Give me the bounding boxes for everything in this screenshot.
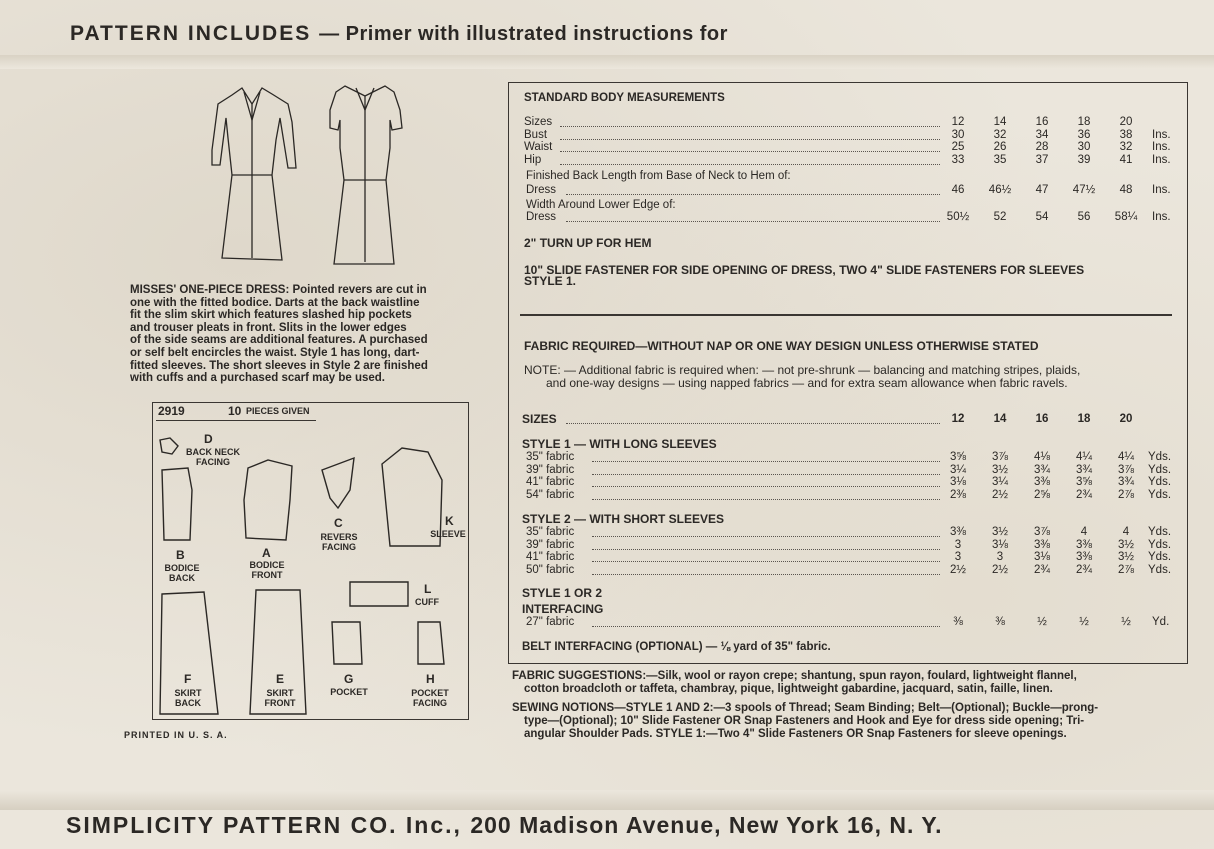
row-value: 35	[993, 153, 1007, 166]
row-value: 3⅝	[950, 451, 966, 463]
piece-letter-e: E	[276, 672, 285, 686]
row-value: 3⅜	[1034, 538, 1050, 551]
row-value: 4¼	[1118, 451, 1134, 463]
row-unit: Yds.	[1148, 563, 1172, 576]
row-value: 38	[1119, 128, 1133, 141]
row-value: 3	[996, 551, 1004, 563]
row-unit: Yds.	[1148, 463, 1172, 476]
pieces-count-label: PIECES GIVEN	[246, 406, 310, 416]
publisher-footer	[66, 812, 943, 839]
row-value: 3⅛	[1034, 551, 1050, 563]
row-label: 50" fabric	[526, 563, 575, 576]
row-value: 2¾	[1076, 488, 1092, 501]
section-divider	[520, 314, 1172, 316]
dot-leader	[560, 126, 940, 127]
interfacing-title-1: STYLE 1 OR 2	[522, 586, 603, 600]
row-label: 39" fabric	[526, 538, 575, 551]
row-value: 3⅛	[992, 538, 1008, 551]
row-label: 41" fabric	[526, 476, 575, 488]
row-label: 35" fabric	[526, 451, 575, 463]
description-line: fit the slim skirt which features slashed hip pockets	[130, 309, 412, 322]
printed-in-usa: PRINTED IN U. S. A.	[124, 730, 228, 740]
row-value: 3⅜	[950, 526, 966, 538]
row-unit: Yds.	[1148, 551, 1172, 563]
description-line: and trouser pleats in front. Slits in the lower edges	[130, 321, 407, 334]
dot-leader	[592, 461, 940, 462]
row-value: 14	[993, 116, 1007, 128]
description-line: one with the fitted bodice. Darts at the back waistline	[130, 296, 420, 309]
row-value: 2⅞	[1118, 563, 1134, 576]
dot-leader	[560, 139, 940, 140]
fabric-note-2: and one-way designs — using napped fabrics — and for extra seam allowance when fabric ravels.	[546, 376, 1068, 390]
row-value: 39	[1077, 153, 1091, 166]
piece-letter-b: B	[176, 548, 185, 562]
fabric-size-header: 18	[1077, 413, 1091, 425]
row-unit: Ins.	[1152, 184, 1171, 196]
interfacing-title-2: INTERFACING	[522, 602, 604, 616]
row-value: 3⅛	[950, 476, 966, 488]
row-value: 48	[1119, 184, 1133, 196]
row-value: ⅜	[953, 616, 963, 628]
row-value: ½	[1079, 616, 1089, 628]
piece-letter-k: K	[445, 514, 454, 528]
row-value: 28	[1035, 141, 1049, 153]
header-lead: PATTERN INCLUDES	[70, 22, 312, 45]
description-line: fitted sleeves. The short sleeves in Style 2 are finished	[130, 359, 428, 372]
piece-letter-g: G	[344, 672, 354, 686]
dot-leader	[560, 151, 940, 152]
fabric-size-header: 20	[1119, 413, 1133, 425]
row-value: 26	[993, 141, 1007, 153]
row-value: 58¼	[1114, 211, 1138, 223]
row-value: 3	[954, 538, 962, 551]
hem-note: 2" TURN UP FOR HEM	[524, 236, 652, 250]
row-value: 54	[1035, 211, 1049, 223]
row-value: 2⅜	[950, 488, 966, 501]
piece-letter-l: L	[424, 582, 432, 596]
row-value: 20	[1119, 116, 1133, 128]
row-unit: Yds.	[1148, 538, 1172, 551]
row-value: 32	[1119, 141, 1133, 153]
sewing-notions-3: angular Shoulder Pads. STYLE 1:—Two 4" Slide Fasteners OR Snap Fasteners for sleeve openings.	[524, 728, 1067, 740]
row-value: 3½	[992, 526, 1008, 538]
row-value: 33	[951, 153, 965, 166]
row-unit: Yds.	[1148, 526, 1172, 538]
row-value: 16	[1035, 116, 1049, 128]
row-unit: Ins.	[1152, 153, 1171, 166]
row-unit: Yds.	[1148, 476, 1172, 488]
row-label: Hip	[524, 153, 542, 166]
dot-leader	[592, 549, 940, 550]
footer-address: 200 Madison Avenue, New York 16, N. Y.	[470, 812, 943, 838]
row-value: 47	[1035, 184, 1049, 196]
footer-company: SIMPLICITY PATTERN CO. Inc.,	[66, 812, 462, 838]
description-line: or self belt encircles the waist. Style 1 has long, dart-	[130, 346, 420, 359]
row-value: 3¼	[950, 463, 966, 476]
row-value: 2⅞	[1118, 488, 1134, 501]
piece-label-pocket-facing: POCKET FACING	[411, 688, 449, 708]
row-value: 3⅞	[1118, 463, 1134, 476]
dot-leader	[592, 574, 940, 575]
row-value: 3⅜	[1076, 538, 1092, 551]
fabric-size-header: 12	[951, 413, 965, 425]
row-value: 30	[1077, 141, 1091, 153]
piece-letter-d: D	[204, 432, 213, 446]
fastener-note: 10" SLIDE FASTENER FOR SIDE OPENING OF DRESS, TWO 4" SLIDE FASTENERS FOR SLEEVES	[524, 263, 1085, 277]
fabric-size-header: 14	[993, 413, 1007, 425]
width-heading: Width Around Lower Edge of:	[526, 199, 676, 211]
fabric-suggestions-1: FABRIC SUGGESTIONS:—Silk, wool or rayon crepe; shantung, spun rayon, foulard, lightweight flannel,	[512, 670, 1077, 682]
piece-letter-a: A	[262, 546, 271, 560]
row-unit: Ins.	[1152, 211, 1171, 223]
row-value: ⅜	[995, 616, 1005, 628]
row-value: 4⅛	[1034, 451, 1050, 463]
dot-leader	[592, 536, 940, 537]
dot-leader	[592, 561, 940, 562]
piece-letter-f: F	[184, 672, 192, 686]
row-value: 34	[1035, 128, 1049, 141]
row-label: 41" fabric	[526, 551, 575, 563]
row-value: 47½	[1072, 184, 1096, 196]
row-value: 52	[993, 211, 1007, 223]
row-value: 3¾	[1076, 463, 1092, 476]
row-unit: Ins.	[1152, 128, 1171, 141]
row-label: 27" fabric	[526, 616, 575, 628]
sewing-notions-2: type—(Optional); 10" Slide Fastener OR Snap Fasteners and Hook and Eye for dress side opening; Tri-	[524, 715, 1085, 727]
row-label: 35" fabric	[526, 526, 575, 538]
back-length-heading: Finished Back Length from Base of Neck to Hem of:	[526, 170, 791, 182]
row-label: Bust	[524, 128, 548, 141]
row-label: 54" fabric	[526, 488, 575, 501]
dot-leader	[566, 423, 940, 424]
sizes-label: SIZES	[522, 412, 557, 426]
row-value: 56	[1077, 211, 1091, 223]
row-value: 2¾	[1034, 563, 1050, 576]
style2-title: STYLE 2 — WITH SHORT SLEEVES	[522, 512, 725, 526]
row-value: 4	[1080, 526, 1088, 538]
piece-label-revers-facing: REVERS FACING	[320, 532, 358, 552]
row-value: 3¾	[1034, 463, 1050, 476]
sewing-notions-1: SEWING NOTIONS—STYLE 1 AND 2:—3 spools of Thread; Seam Binding; Belt—(Optional); Buckle—prong-	[512, 702, 1099, 714]
row-value: 2½	[992, 488, 1008, 501]
row-value: ½	[1037, 616, 1047, 628]
description-line: of the side seams are additional features. A purchased	[130, 334, 428, 347]
dot-leader	[592, 499, 940, 500]
row-value: 46	[951, 184, 965, 196]
row-value: 37	[1035, 153, 1049, 166]
row-value: ½	[1121, 616, 1131, 628]
row-value: 2⅝	[1034, 488, 1050, 501]
row-value: 3⅜	[1076, 551, 1092, 563]
piece-label-sleeve: SLEEVE	[430, 529, 466, 539]
dot-leader	[592, 474, 940, 475]
row-value: 25	[951, 141, 965, 153]
dot-leader	[592, 486, 940, 487]
belt-interfacing: BELT INTERFACING (OPTIONAL) — ⅛ yard of 35" fabric.	[522, 641, 831, 653]
row-value: 12	[951, 116, 965, 128]
pattern-number: 2919	[158, 404, 185, 418]
piece-letter-h: H	[426, 672, 435, 686]
fabric-size-header: 16	[1035, 413, 1049, 425]
piece-label-bodice-front: BODICE FRONT	[249, 560, 285, 580]
row-unit: Yds.	[1148, 488, 1172, 501]
dot-leader	[566, 194, 940, 195]
row-value: 36	[1077, 128, 1091, 141]
row-value: 18	[1077, 116, 1091, 128]
pieces-count: 10	[228, 404, 242, 418]
dot-leader	[592, 626, 940, 627]
row-value: 2½	[950, 563, 966, 576]
row-label: Dress	[526, 211, 557, 223]
row-value: 4	[1122, 526, 1130, 538]
fabric-note-1: NOTE: — Additional fabric is required when: — not pre-shrunk — balancing and matching stripes, plaids,	[524, 363, 1081, 377]
row-value: 2¾	[1076, 563, 1092, 576]
row-value: 3¼	[992, 476, 1008, 488]
row-value: 4¼	[1076, 451, 1092, 463]
piece-label-skirt-front: SKIRT FRONT	[264, 688, 296, 708]
row-value: 30	[951, 128, 965, 141]
row-value: 3⅞	[1034, 526, 1050, 538]
fabric-suggestions-2: cotton broadcloth or taffeta, chambray, pique, lightweight gabardine, jacquard, satin, faille, linen.	[524, 683, 1053, 695]
description-line: MISSES' ONE-PIECE DRESS: Pointed revers are cut in	[130, 284, 427, 296]
measurements-title: STANDARD BODY MEASUREMENTS	[524, 92, 725, 104]
row-unit: Yds.	[1148, 451, 1172, 463]
piece-letter-c: C	[334, 516, 343, 530]
row-value: 41	[1119, 153, 1133, 166]
piece-label-bodice-back: BODICE BACK	[164, 563, 200, 583]
row-value: 2½	[992, 563, 1008, 576]
row-value: 3	[954, 551, 962, 563]
header-rest: — Primer with illustrated instructions for	[319, 23, 728, 45]
row-label: 39" fabric	[526, 463, 575, 476]
row-unit: Ins.	[1152, 141, 1171, 153]
piece-label-cuff: CUFF	[415, 597, 439, 607]
fabric-title: FABRIC REQUIRED—WITHOUT NAP OR ONE WAY DESIGN UNLESS OTHERWISE STATED	[524, 339, 1039, 353]
dot-leader	[566, 221, 940, 222]
description-line: with cuffs and a purchased scarf may be used.	[130, 372, 385, 385]
row-value: 3½	[992, 463, 1008, 476]
row-value: 3⅜	[1034, 476, 1050, 488]
fastener-note-style: STYLE 1.	[524, 274, 577, 288]
row-label: Dress	[526, 184, 557, 196]
style1-title: STYLE 1 — WITH LONG SLEEVES	[522, 437, 717, 451]
row-value: 3½	[1118, 538, 1134, 551]
piece-label-skirt-back: SKIRT BACK	[174, 688, 202, 708]
dot-leader	[560, 164, 940, 165]
row-label: Sizes	[524, 116, 553, 128]
row-value: 3⅞	[992, 451, 1008, 463]
row-label: Waist	[524, 141, 553, 153]
row-value: 50½	[946, 211, 970, 223]
row-value: 46½	[988, 184, 1012, 196]
piece-label-pocket: POCKET	[330, 687, 368, 697]
row-value: 3¾	[1118, 476, 1134, 488]
row-value: 3½	[1118, 551, 1134, 563]
row-unit: Yd.	[1152, 616, 1170, 628]
row-value: 32	[993, 128, 1007, 141]
piece-label-back-neck-facing: BACK NECK FACING	[186, 447, 240, 467]
row-value: 3⅝	[1076, 476, 1092, 488]
